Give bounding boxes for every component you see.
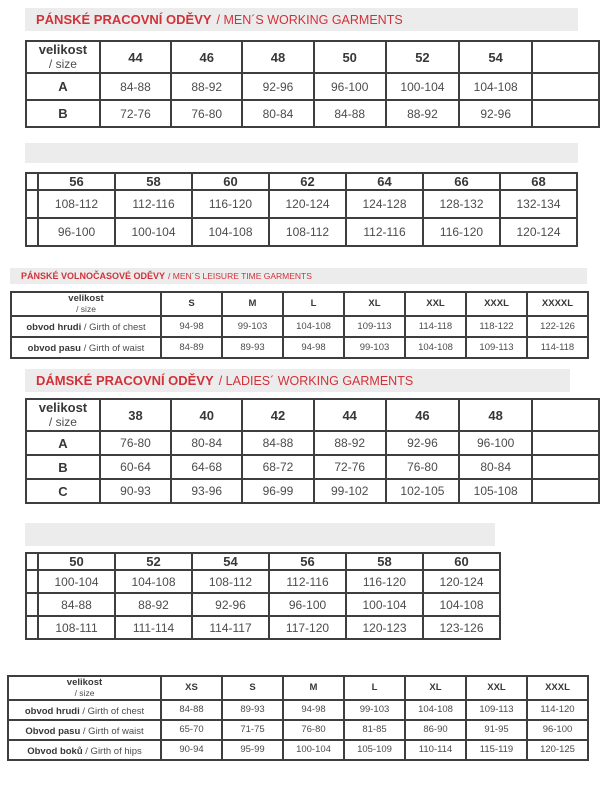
size-table [7,675,589,761]
size-value-cell: 132-134 [500,190,577,218]
table-row [26,479,599,503]
size-value-cell: 112-116 [269,570,346,593]
column-header-xl: XL [405,676,466,700]
column-header-blank [26,553,38,570]
table-ladies-measurements [7,675,589,761]
table-row [26,570,500,593]
column-header-42: 42 [242,399,313,431]
size-value-cell: 104-108 [423,593,500,616]
size-value-cell: 68-72 [242,455,313,479]
size-value-cell: 89-93 [222,337,283,358]
size-value-cell: 92-96 [192,593,269,616]
size-value-cell: 104-108 [192,218,269,246]
size-value-cell [532,100,599,127]
size-header-main: velikost [66,677,103,688]
size-value-cell: 109-113 [466,700,527,720]
section-title-mens-working [25,8,578,31]
column-header-blank [532,41,599,73]
header-row [26,553,500,570]
size-header-sub: / size [74,687,95,698]
column-header-54: 54 [192,553,269,570]
size-table [10,291,589,359]
row-label-english: / Girth of waist [80,343,145,355]
column-header-54: 54 [459,41,532,73]
size-value-cell: 90-93 [100,479,171,503]
size-value-cell: 114-118 [527,337,588,358]
size-value-cell [26,570,38,593]
column-header-58: 58 [115,173,192,190]
size-value-cell: 120-124 [423,570,500,593]
size-value-cell: 104-108 [405,700,466,720]
size-value-cell: 109-113 [344,316,405,337]
row-label-measurement [8,700,161,720]
table-mens-leisure-sizes [10,291,589,359]
row-label-c: C [26,479,100,503]
size-value-cell: 104-108 [459,73,532,100]
size-value-cell: 124-128 [346,190,423,218]
size-value-cell: 104-108 [283,316,344,337]
table-row [11,337,588,358]
column-header-xxxxl: XXXXL [527,292,588,316]
column-header-44: 44 [100,41,171,73]
column-header-40: 40 [171,399,242,431]
column-header-50: 50 [38,553,115,570]
size-value-cell [532,479,599,503]
size-value-cell: 84-88 [38,593,115,616]
size-value-cell: 88-92 [314,431,386,455]
header-row [26,41,599,73]
column-header-l: L [344,676,405,700]
column-header-l: L [283,292,344,316]
size-value-cell: 108-112 [269,218,346,246]
size-value-cell: 84-88 [161,700,222,720]
size-header-cell [26,41,100,73]
size-value-cell: 104-108 [405,337,466,358]
column-header-xxxl: XXXL [466,292,527,316]
table-row [26,616,500,639]
size-header-cell [8,676,161,700]
header-row [26,173,577,190]
size-value-cell [26,190,38,218]
row-label-a: A [26,73,100,100]
size-value-cell [532,455,599,479]
size-value-cell: 108-111 [38,616,115,639]
size-value-cell: 100-104 [115,218,192,246]
column-header-m: M [283,676,344,700]
size-value-cell: 110-114 [405,740,466,760]
section-title-english: / LADIES´ WORKING GARMENTS [218,373,414,388]
size-value-cell: 84-88 [314,100,386,127]
table-mens-working-sizes-56-68 [25,172,578,247]
size-header-main: velikost [38,400,88,415]
size-value-cell: 84-88 [100,73,171,100]
size-value-cell: 117-120 [269,616,346,639]
column-header-56: 56 [38,173,115,190]
table-ladies-working-sizes-50-60 [25,552,501,640]
size-header-sub: / size [48,415,77,430]
size-table [25,398,600,504]
table-row [26,455,599,479]
size-value-cell: 96-100 [314,73,386,100]
column-header-64: 64 [346,173,423,190]
size-value-cell: 96-100 [459,431,532,455]
size-value-cell: 99-103 [222,316,283,337]
size-value-cell: 108-112 [38,190,115,218]
column-header-68: 68 [500,173,577,190]
row-label-measurement [8,740,161,760]
row-label-measurement [11,316,161,337]
size-header-cell [26,399,100,431]
table-ladies-working-sizes-38-48 [25,398,600,504]
column-header-66: 66 [423,173,500,190]
size-value-cell: 99-103 [344,700,405,720]
column-header-50: 50 [314,41,386,73]
size-value-cell: 89-93 [222,700,283,720]
size-value-cell: 105-108 [459,479,532,503]
size-value-cell: 120-124 [269,190,346,218]
section-title-ladies-working [25,369,570,392]
size-value-cell: 94-98 [283,700,344,720]
column-header-blank [532,399,599,431]
section-title-czech: DÁMSKÉ PRACOVNÍ ODĚVY [36,373,214,388]
size-value-cell [532,431,599,455]
column-header-48: 48 [242,41,313,73]
size-value-cell: 60-64 [100,455,171,479]
row-label-czech: Obvod pasu [25,725,81,737]
size-value-cell: 112-116 [346,218,423,246]
size-value-cell: 114-117 [192,616,269,639]
size-value-cell: 81-85 [344,720,405,740]
size-value-cell: 111-114 [115,616,192,639]
column-header-xxxl: XXXL [527,676,588,700]
column-header-38: 38 [100,399,171,431]
size-value-cell: 109-113 [466,337,527,358]
size-value-cell: 116-120 [423,218,500,246]
table-row [26,190,577,218]
column-header-xs: XS [161,676,222,700]
table-row [26,218,577,246]
size-value-cell: 100-104 [386,73,459,100]
size-value-cell: 93-96 [171,479,242,503]
size-value-cell: 80-84 [171,431,242,455]
size-table [25,552,501,640]
size-value-cell: 96-100 [527,720,588,740]
size-value-cell: 84-88 [242,431,313,455]
size-value-cell: 102-105 [386,479,459,503]
size-value-cell: 71-75 [222,720,283,740]
column-header-m: M [222,292,283,316]
column-header-60: 60 [192,173,269,190]
size-value-cell: 88-92 [386,100,459,127]
column-header-52: 52 [386,41,459,73]
size-value-cell: 118-122 [466,316,527,337]
table-row [8,700,588,720]
column-header-s: S [161,292,222,316]
size-value-cell: 100-104 [346,593,423,616]
size-value-cell: 76-80 [386,455,459,479]
column-header-60: 60 [423,553,500,570]
column-header-48: 48 [459,399,532,431]
section-title-czech: PÁNSKÉ VOLNOČASOVÉ ODĚVY [21,271,166,281]
size-header-sub: / size [76,303,96,314]
size-value-cell: 72-76 [314,455,386,479]
size-value-cell [26,218,38,246]
size-header-main: velikost [68,293,104,304]
size-value-cell: 120-123 [346,616,423,639]
size-value-cell: 76-80 [100,431,171,455]
size-value-cell: 96-100 [269,593,346,616]
size-header-sub: / size [48,57,77,72]
size-value-cell: 92-96 [242,73,313,100]
size-value-cell: 114-118 [405,316,466,337]
size-value-cell: 116-120 [346,570,423,593]
row-label-a: A [26,431,100,455]
size-value-cell: 114-120 [527,700,588,720]
size-value-cell: 123-126 [423,616,500,639]
size-value-cell: 80-84 [242,100,313,127]
section-title-english: / MEN´S WORKING GARMENTS [216,12,403,27]
row-label-measurement [8,720,161,740]
section-title-czech: PÁNSKÉ PRACOVNÍ ODĚVY [36,12,212,27]
header-row [26,399,599,431]
size-value-cell: 128-132 [423,190,500,218]
column-header-58: 58 [346,553,423,570]
size-value-cell: 94-98 [161,316,222,337]
spacer-band-mens [25,143,578,163]
size-value-cell: 88-92 [115,593,192,616]
size-value-cell: 94-98 [283,337,344,358]
size-value-cell: 100-104 [283,740,344,760]
table-row [11,316,588,337]
row-label-english: / Girth of chest [79,705,145,717]
size-value-cell: 122-126 [527,316,588,337]
row-label-czech: obvod hrudi [26,322,82,334]
column-header-xl: XL [344,292,405,316]
column-header-44: 44 [314,399,386,431]
column-header-xxl: XXL [466,676,527,700]
size-value-cell: 99-102 [314,479,386,503]
column-header-blank [26,173,38,190]
size-value-cell [26,616,38,639]
header-row [11,292,588,316]
size-value-cell: 92-96 [459,100,532,127]
row-label-measurement [11,337,161,358]
table-row [8,720,588,740]
table-row [26,100,599,127]
size-header-cell [11,292,161,316]
size-value-cell: 116-120 [192,190,269,218]
section-title-english: / MEN´S LEISURE TIME GARMENTS [168,271,312,281]
size-value-cell: 120-124 [500,218,577,246]
size-value-cell: 80-84 [459,455,532,479]
size-value-cell: 108-112 [192,570,269,593]
row-label-english: / Girth of waist [80,725,144,737]
spacer-band-ladies [25,523,495,546]
size-table [25,40,600,128]
size-value-cell: 96-99 [242,479,313,503]
row-label-english: / Girth of chest [81,322,146,334]
table-mens-working-sizes-44-54 [25,40,600,128]
size-value-cell: 100-104 [38,570,115,593]
size-value-cell: 72-76 [100,100,171,127]
size-value-cell: 96-100 [38,218,115,246]
row-label-czech: obvod pasu [27,343,81,355]
size-value-cell: 112-116 [115,190,192,218]
size-value-cell: 90-94 [161,740,222,760]
table-row [26,73,599,100]
section-title-mens-leisure [10,268,587,284]
size-value-cell: 104-108 [115,570,192,593]
column-header-s: S [222,676,283,700]
size-value-cell: 115-119 [466,740,527,760]
size-value-cell [532,73,599,100]
size-value-cell: 76-80 [283,720,344,740]
size-value-cell: 92-96 [386,431,459,455]
row-label-czech: Obvod boků [27,745,83,757]
column-header-56: 56 [269,553,346,570]
table-row [26,431,599,455]
size-value-cell: 86-90 [405,720,466,740]
size-value-cell: 88-92 [171,73,242,100]
row-label-english: / Girth of hips [82,745,142,757]
column-header-46: 46 [171,41,242,73]
column-header-46: 46 [386,399,459,431]
size-value-cell: 95-99 [222,740,283,760]
column-header-52: 52 [115,553,192,570]
size-value-cell: 91-95 [466,720,527,740]
row-label-czech: obvod hrudi [24,705,80,717]
size-value-cell [26,593,38,616]
column-header-62: 62 [269,173,346,190]
size-value-cell: 65-70 [161,720,222,740]
row-label-b: B [26,455,100,479]
size-value-cell: 84-89 [161,337,222,358]
row-label-b: B [26,100,100,127]
size-header-main: velikost [38,42,88,57]
table-row [26,593,500,616]
size-value-cell: 76-80 [171,100,242,127]
table-row [8,740,588,760]
size-value-cell: 64-68 [171,455,242,479]
column-header-xxl: XXL [405,292,466,316]
size-value-cell: 105-109 [344,740,405,760]
header-row [8,676,588,700]
size-value-cell: 120-125 [527,740,588,760]
size-table [25,172,578,247]
size-value-cell: 99-103 [344,337,405,358]
